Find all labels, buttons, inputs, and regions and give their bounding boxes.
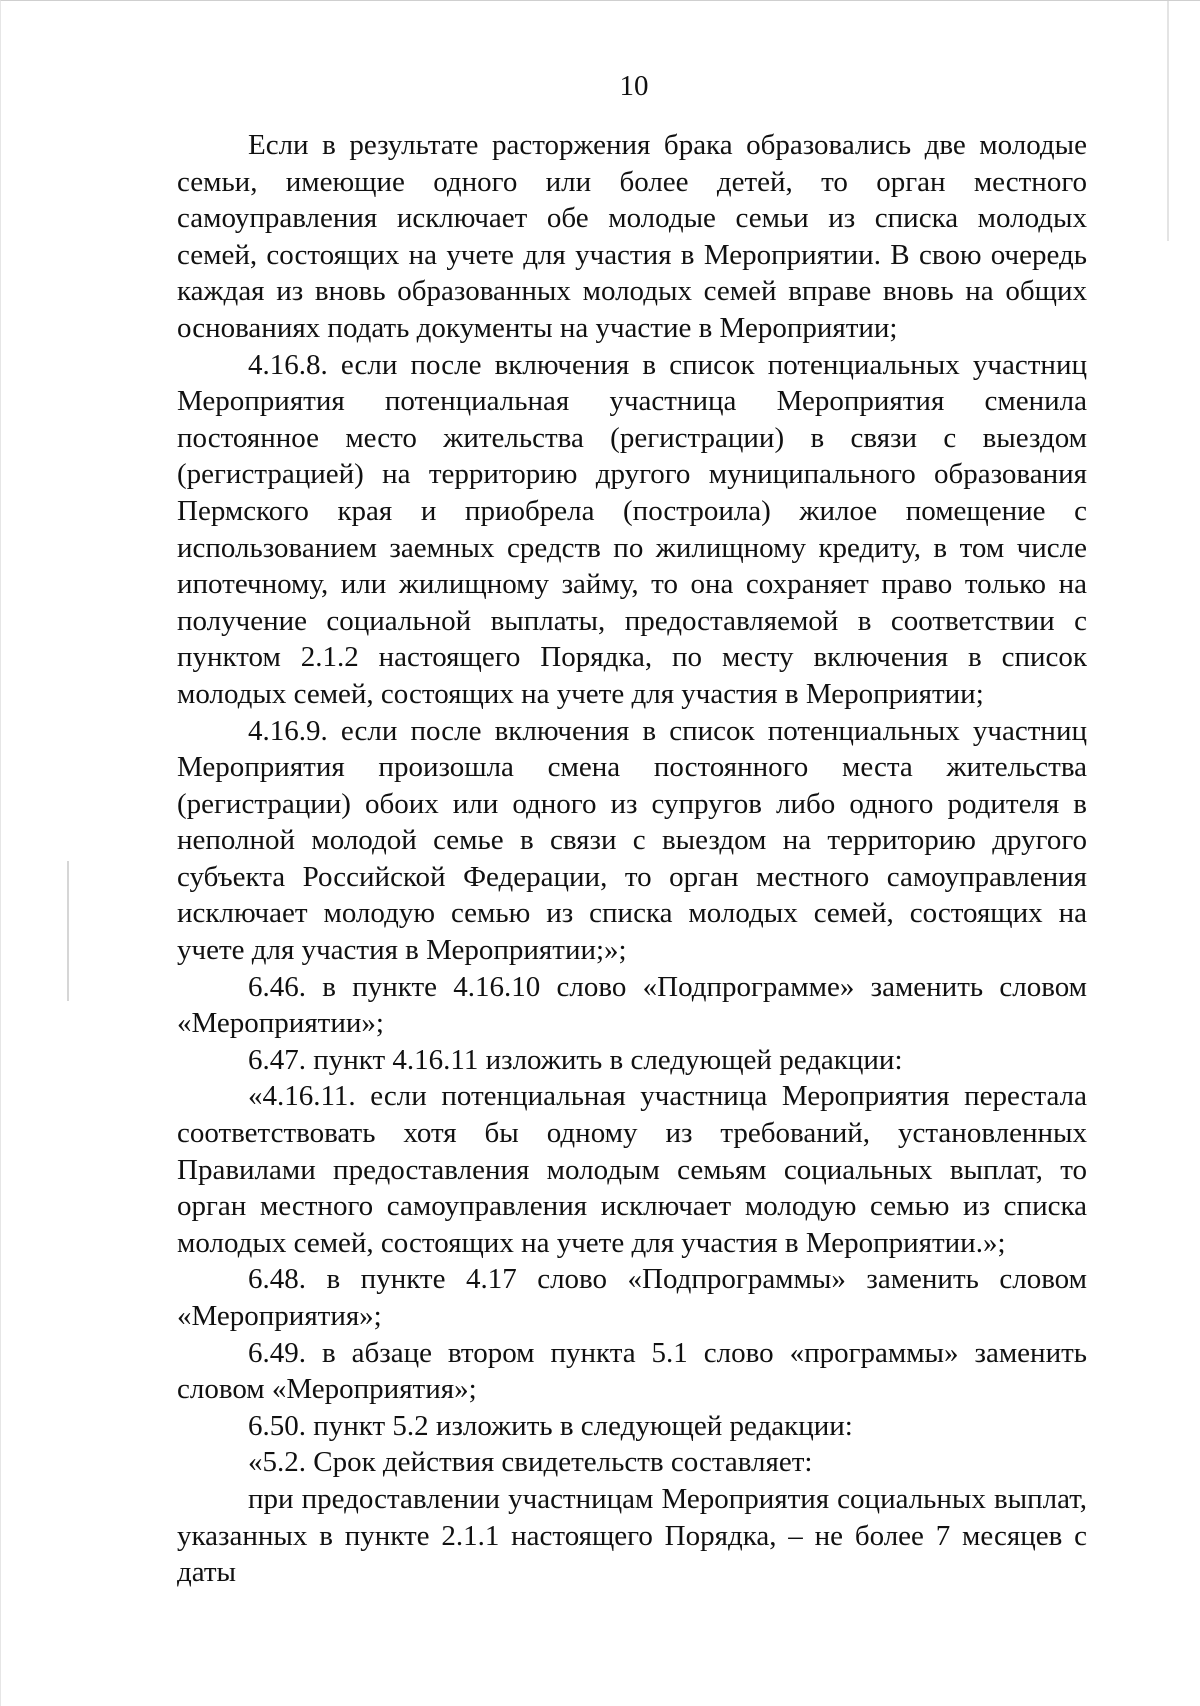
paragraph-1: Если в результате расторжения брака образовались две молодые семьи, имеющие одного или более детей, то орган местного самоуправления исключает обе молодые семьи из списка молодых семей, состоящих на учете для участия в Мероприятии. В свою очередь каждая из вновь образованных молодых семей вправе вновь на общих основаниях подать документы на участие в Мероприятии;	[177, 129, 1087, 344]
scan-edge-mark-right	[1167, 1, 1169, 241]
paragraph-10: «5.2. Срок действия свидетельств составляет:	[248, 1446, 813, 1479]
scan-edge-mark-left	[67, 861, 69, 1001]
paragraph-3: 4.16.9. если после включения в список потенциальных участниц Мероприятия произошла смена постоянного места жительства (регистрации) обоих или одного из супругов либо одного родителя в неполной молодой семье в связи с выездом на территорию другого субъекта Российской Федерации, то орган местного самоуправления исключает молодую семью из списка молодых семей, состоящих на учете для участия в Мероприятии;»;	[177, 714, 1087, 967]
paragraph-7: 6.48. в пункте 4.17 слово «Подпрограммы» заменить словом «Мероприятия»;	[177, 1263, 1087, 1332]
document-body	[177, 127, 1087, 1591]
paragraph-9: 6.50. пункт 5.2 изложить в следующей редакции:	[248, 1409, 853, 1442]
paragraph-6: «4.16.11. если потенциальная участница Мероприятия перестала соответствовать хотя бы одному из требований, установленных Правилами предоставления молодым семьям социальных выплат, то орган местного самоуправления исключает молодую семью из списка молодых семей, состоящих на учете для участия в Мероприятии.»;	[177, 1080, 1087, 1259]
paragraph-2: 4.16.8. если после включения в список потенциальных участниц Мероприятия потенциальная участница Мероприятия сменила постоянное место жительства (регистрации) в связи с выездом (регистрацией) на территорию другого муниципального образования Пермского края и приобрела (построила) жилое помещение с использованием заемных средств по жилищному кредиту, в том числе ипотечному, или жилищному займу, то она сохраняет право только на получение социальной выплаты, предоставляемой в соответствии с пунктом 2.1.2 настоящего Порядка, по месту включения в список молодых семей, состоящих на учете для участия в Мероприятии;	[177, 348, 1087, 710]
paragraph-5: 6.47. пункт 4.16.11 изложить в следующей редакции:	[248, 1043, 903, 1076]
paragraph-4: 6.46. в пункте 4.16.10 слово «Подпрограмме» заменить словом «Мероприятии»;	[177, 970, 1087, 1040]
page-number: 10	[619, 70, 649, 102]
paragraph-8: 6.49. в абзаце втором пункта 5.1 слово «программы» заменить словом «Мероприятия»;	[177, 1336, 1087, 1406]
paragraph-11: при предоставлении участницам Мероприятия социальных выплат, указанных в пункте 2.1.1 настоящего Порядка, – не более 7 месяцев с даты	[177, 1482, 1087, 1589]
